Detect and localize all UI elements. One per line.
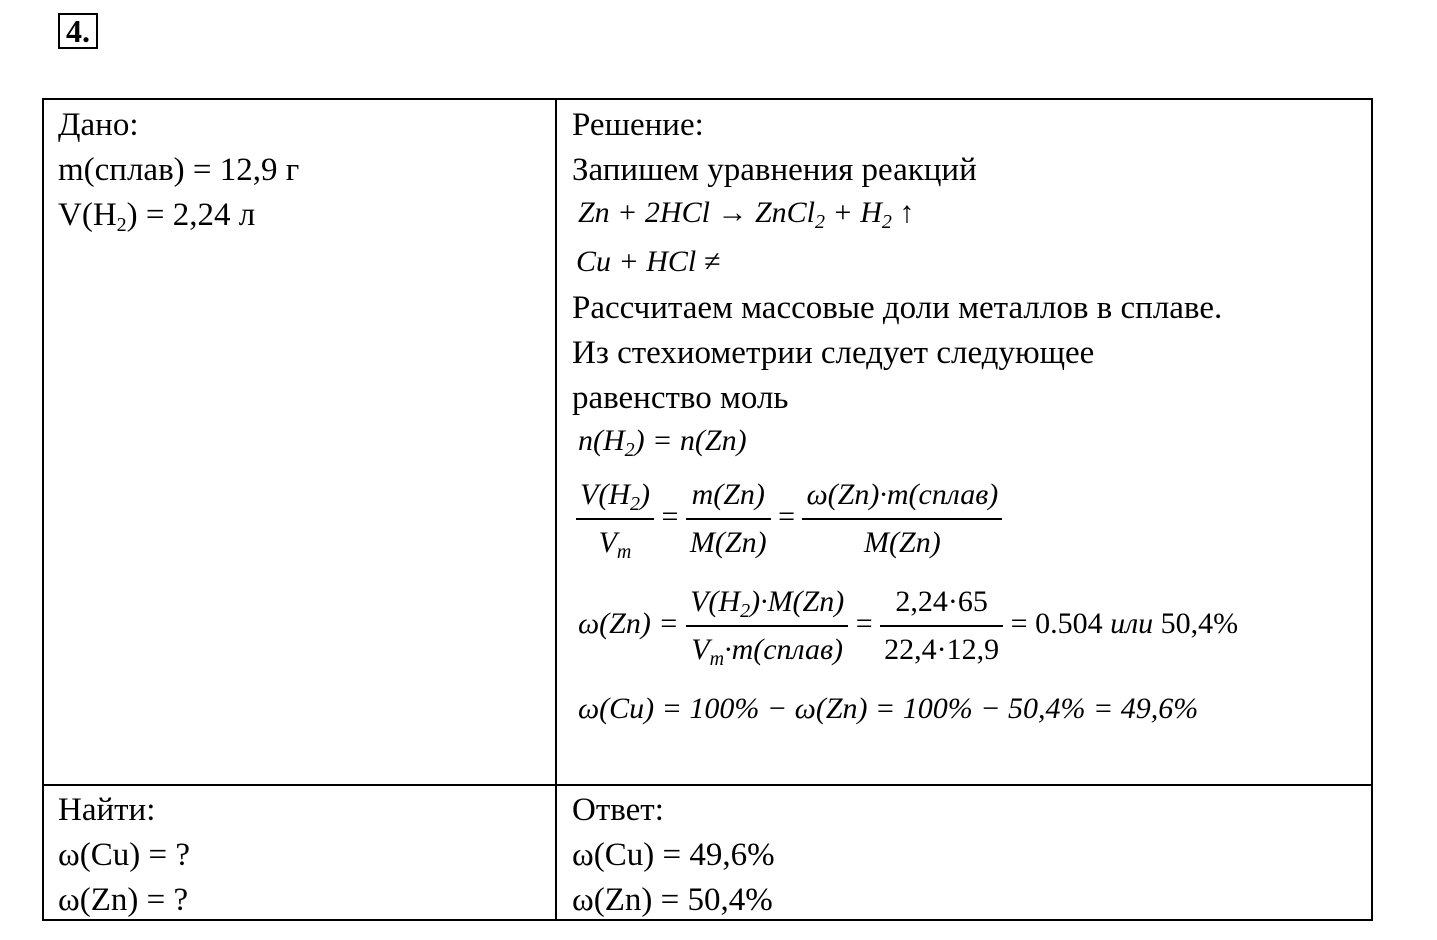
find-heading: Найти: bbox=[58, 792, 156, 828]
find-zn: ω(Zn) = ? bbox=[58, 882, 189, 918]
fraction-numeric: $\frac{2,24\cdot 65}{22,4\cdot 12,9}$ bbox=[880, 585, 1003, 667]
problem-number: 4. bbox=[58, 13, 98, 49]
reaction-zn: Zn + 2HCl → ZnCl$_2$ + $H_2$ ↑ bbox=[578, 196, 915, 233]
fraction-mass-fraction: $\frac{\text{ω(Zn)·m(сплав)}}{M(Zn)}$ bbox=[802, 478, 1002, 560]
solution-intro: Запишем уравнения реакций bbox=[572, 152, 977, 188]
find-cu: ω(Cu) = ? bbox=[58, 837, 190, 873]
answer-heading: Ответ: bbox=[572, 792, 664, 828]
fraction-formula: $\frac{V(H_2)\cdot M(Zn)}{V_m\cdot m(сплав)}$ bbox=[686, 585, 848, 667]
answer-cu: ω(Cu) = 49,6% bbox=[572, 837, 775, 873]
fraction-mass: $\frac{m(Zn)}{M(Zn)}$ bbox=[686, 478, 771, 560]
fraction-volume: $\frac{V(H_2)}{V_m}$ bbox=[576, 478, 654, 560]
given-heading: Дано: bbox=[58, 107, 139, 143]
equation-ratio: $\frac{V(H_2)}{V_m}$ = $\frac{m(Zn)}{M(Zn)}$ = $\frac{\text{ω(Zn)·m(сплав)}}{M(Zn)}$ bbox=[576, 478, 1002, 560]
reaction-cu: Cu + HCl ≠ bbox=[576, 245, 721, 278]
solution-text-2: Из стехиометрии следует следующее bbox=[572, 335, 1095, 371]
table-column-divider bbox=[555, 98, 557, 921]
equation-zn-fraction: ω(Zn) = $\frac{V(H_2)\cdot M(Zn)}{V_m\cdot m(сплав)}$ = $\frac{2,24\cdot 65}{22,4\cdot 12,9}$ = 0.504 или 50,4% bbox=[578, 585, 1239, 670]
given-volume: $V(H_2) = 2,24$ л bbox=[58, 197, 256, 236]
table-row-divider bbox=[42, 784, 1373, 786]
equation-cu-fraction: ω(Cu) = 100% − ω(Zn) = 100% − 50,4% = 49,6% bbox=[578, 692, 1199, 725]
given-mass: m(сплав) = 12,9 г bbox=[58, 152, 300, 188]
equation-mole-equality: $n(H_2) = n(Zn)$ bbox=[578, 424, 747, 461]
solution-text-1: Рассчитаем массовые доли металлов в сплаве. bbox=[572, 290, 1223, 326]
answer-zn: ω(Zn) = 50,4% bbox=[572, 882, 773, 918]
solution-heading: Решение: bbox=[572, 107, 704, 143]
solution-text-3: равенство моль bbox=[572, 380, 789, 416]
